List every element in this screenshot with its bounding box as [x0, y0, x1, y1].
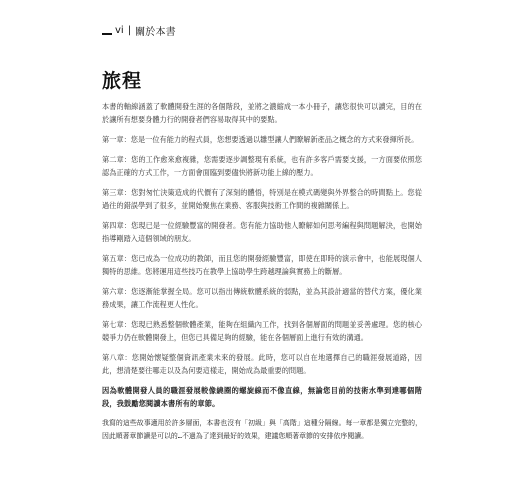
running-header	[102, 22, 176, 38]
chapter-7-paragraph: 第七章：您現已熟悉整個軟體產業，能夠在組織內工作，找到各個層面的問題並妥善處理。您的核心競爭力仍在軟體開發上，但您已具備足夠的經驗，能在各個層面上進行有效的溝通。	[102, 320, 422, 342]
chapter-1-paragraph: 第一章：您是一位有能力的程式員，您想要透過以雛型讓人們瞭解新產品之概念的方式來發揮所長。	[102, 135, 419, 144]
chapter-4-paragraph: 第四章：您現已是一位經驗豐富的開發者。您有能力協助他人瞭解如何思考編程與問題解決，也開始指導剛踏入這個領域的朋友。	[102, 221, 422, 243]
body-text	[102, 100, 422, 449]
chapter-8-paragraph: 第八章：您開始懷疑整個資訊產業未來的發展。此時，您可以自在地選擇自己的職涯發展道路，因此，想清楚要往哪走以及為何要這樣走，開始成為最重要的問題。	[102, 353, 422, 375]
intro-paragraph: 本書的軸線涵蓋了軟體開發生涯的各個階段，並將之濃縮成一本小冊子，讓您很快可以讀完，目的在於讓所有想要身體力行的開發者們容易取得其中的要點。	[102, 102, 422, 124]
chapter-6-paragraph: 第六章：您逐漸能掌握全局。您可以指出傳統軟體系統的弱點，並為其設計適當的替代方案，優化業務成果，讓工作流程更人性化。	[102, 287, 422, 309]
header-separator: |	[127, 24, 132, 36]
reading-order-note: 我寫的這些故事適用於許多層面，本書也沒有「初級」與「高階」這種分隔線。每一章都是獨立完整的，因此順著章節讀是可以的…不過為了達到最好的效果，建議您順著章節的安排依序閱讀。	[102, 419, 422, 440]
chapter-2-paragraph: 第二章：您的工作愈來愈複雜，您需要逐步調整現有系統，也有許多客戶需要支援，一方面要依照您認為正確的方式工作，一方面會面臨到要儘快將新功能上線的壓力。	[102, 155, 422, 177]
header-section-title: 關於本書	[135, 26, 176, 38]
section-title: 旅程	[102, 70, 143, 92]
spiral-career-note: 因為軟體開發人員的職涯發展較像繞圈的螺旋線而不像直線，無論您目前的技術水準到達哪個階段，我鼓勵您閱讀本書所有的章節。	[102, 386, 422, 408]
page-number: vi	[115, 24, 124, 36]
chapter-3-paragraph: 第三章：您對匆忙決策造成的代價有了深刻的體悟，特別是在模式碼變與外界整合的時間點上。您從過往的錯誤學到了很多，並開始聚焦在業務、客服與技術工作間的複雜關係上。	[102, 188, 422, 210]
chapter-5-paragraph: 第五章：您已成為一位成功的教師，而且您的開發經驗豐富，即使在即時的演示會中，也能展現個人獨特的思維。您將運用這些技巧在教學上協助學生跨越理論與實務上的斷層。	[102, 254, 422, 276]
header-rule	[102, 33, 112, 35]
